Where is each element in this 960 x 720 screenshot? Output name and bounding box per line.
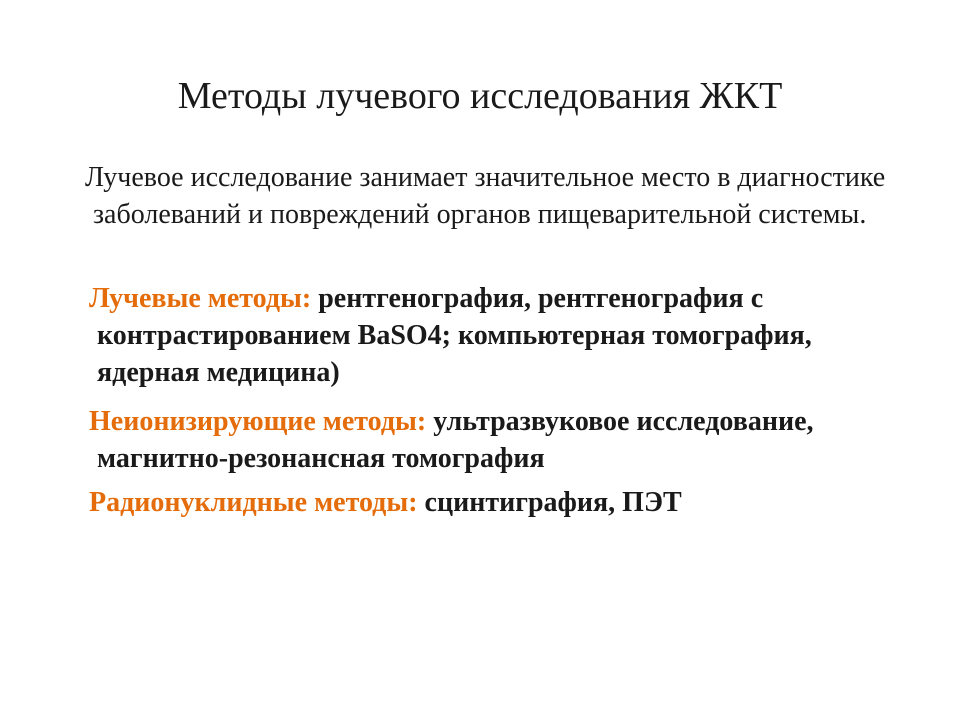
slide-title: Методы лучевого исследования ЖКТ [177, 75, 783, 117]
non-ionizing-methods-label: Неионизирующие методы: [89, 406, 427, 437]
non-ionizing-methods-text: ультразвуковое исследование, магнитно-резонансная томография [97, 406, 814, 474]
radiation-methods-label: Лучевые методы: [89, 283, 312, 314]
radiation-methods-item [89, 280, 887, 391]
non-ionizing-methods-item [89, 403, 887, 477]
radiation-methods-text: рентгенография, рентгенография с контрастированием BaSO4; компьютерная томография, ядерная медицина) [97, 283, 812, 388]
intro-paragraph: Лучевое исследование занимает значительное место в диагностике заболеваний и повреждений органов пищеварительной системы. [85, 162, 886, 230]
radionuclide-methods-text: сцинтиграфия, ПЭТ [417, 487, 682, 518]
radionuclide-methods-item [89, 484, 887, 521]
radionuclide-methods-label: Радионуклидные методы: [89, 487, 418, 518]
